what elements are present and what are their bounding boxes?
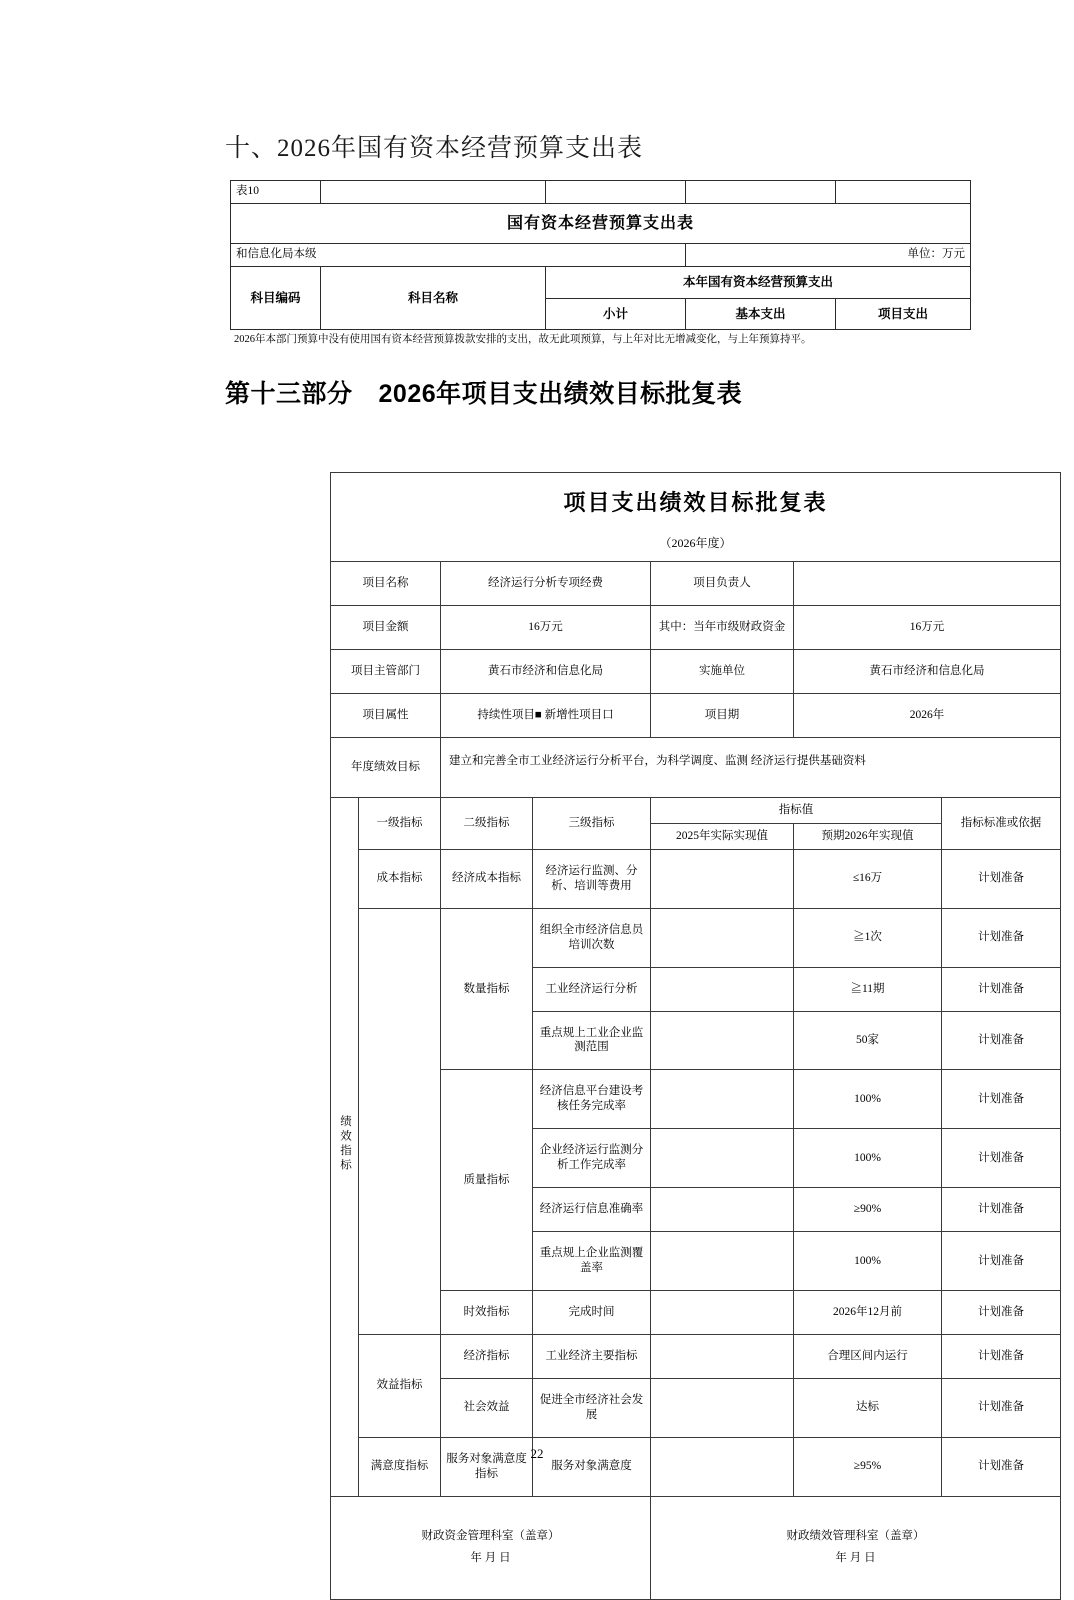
table-row [331,562,1061,606]
empty-cell [686,181,836,204]
cell-expect: 50家 [794,1011,942,1070]
cell-level2-quality: 质量指标 [441,1070,533,1291]
perf-title: 项目支出绩效目标批复表 [331,473,1061,532]
cell-standard: 计划准备 [942,1232,1061,1291]
performance-target-table [330,472,1061,1600]
part-heading [225,374,974,410]
info-label-project-name: 项目名称 [331,562,441,606]
empty-cell [546,181,686,204]
cell-expect: ≧11期 [794,967,942,1011]
cell-level2-quantity: 数量指标 [441,908,533,1070]
table-row [331,606,1061,650]
cell-actual [651,849,794,908]
table-row [331,1496,1061,1599]
cell-standard: 计划准备 [942,1378,1061,1437]
cell-level2-cost: 经济成本指标 [441,849,533,908]
cell-actual [651,1188,794,1232]
cell-actual [651,1011,794,1070]
header-basic: 基本支出 [686,298,836,330]
table-row [331,1070,1061,1129]
cell-level3: 经济信息平台建设考核任务完成率 [533,1070,651,1129]
header-indicator-value: 指标值 [651,797,942,823]
cell-actual [651,1232,794,1291]
cell-standard: 计划准备 [942,908,1061,967]
table-row [331,1378,1061,1437]
table-row [331,532,1061,562]
cell-standard: 计划准备 [942,1334,1061,1378]
cell-level1-cost: 成本指标 [359,849,441,908]
table-row [331,1334,1061,1378]
table-row [231,266,971,298]
info-label-city-fund: 其中：当年市级财政资金 [651,606,794,650]
cell-expect: 2026年12月前 [794,1290,942,1334]
cell-level3: 重点规上工业企业监测范围 [533,1011,651,1070]
cell-level3: 服务对象满意度 [533,1437,651,1496]
table10-note: 2026年本部门预算中没有使用国有资本经营预算拨款安排的支出，故无此项预算，与上年对比无增减变化，与上年预算持平。 [234,334,812,346]
performance-table-wrapper [330,472,1060,1600]
cell-actual [651,908,794,967]
table10-tag: 表10 [231,181,321,204]
info-value-amount: 16万元 [441,606,651,650]
cell-level2-economic: 经济指标 [441,1334,533,1378]
empty-cell [836,181,971,204]
cell-expect: 100% [794,1070,942,1129]
info-label-attribute: 项目属性 [331,694,441,738]
table-row [331,1290,1061,1334]
header-level2: 二级指标 [441,797,533,849]
cell-expect: ≥90% [794,1188,942,1232]
info-value-period: 2026年 [794,694,1061,738]
cell-level3: 经济运行信息准确率 [533,1188,651,1232]
part-title: 2026年项目支出绩效目标批复表 [378,380,743,409]
cell-actual [651,1378,794,1437]
cell-expect: 合理区间内运行 [794,1334,942,1378]
cell-actual [651,967,794,1011]
header-standard: 指标标准或依据 [942,797,1061,849]
signature-right-label: 财政绩效管理科室（盖章） [786,1529,925,1542]
info-label-unit: 实施单位 [651,650,794,694]
header-level3: 三级指标 [533,797,651,849]
cell-level2-social: 社会效益 [441,1378,533,1437]
info-value-project-owner [794,562,1061,606]
cell-level3: 工业经济运行分析 [533,967,651,1011]
info-value-dept: 黄石市经济和信息化局 [441,650,651,694]
cell-level3: 重点规上企业监测覆盖率 [533,1232,651,1291]
cell-level1-benefit: 效益指标 [359,1334,441,1437]
cell-level3: 经济运行监测、分析、培训等费用 [533,849,651,908]
cell-standard: 计划准备 [942,967,1061,1011]
cell-standard: 计划准备 [942,1011,1061,1070]
cell-expect: ≧1次 [794,908,942,967]
cell-expect: ≤16万 [794,849,942,908]
goal-text: 建立和完善全市工业经济运行分析平台，为科学调度、监测 经济运行提供基础资料 [441,738,1061,798]
header-actual-2025: 2025年实际实现值 [651,823,794,849]
perf-year: （2026年度） [331,532,1061,562]
header-project: 项目支出 [836,298,971,330]
info-label-period: 项目期 [651,694,794,738]
signature-right [651,1496,1061,1599]
cell-expect: 100% [794,1232,942,1291]
header-level1: 一级指标 [359,797,441,849]
cell-actual [651,1129,794,1188]
cell-level2-timeliness: 时效指标 [441,1290,533,1334]
empty-cell [321,181,546,204]
cell-level3: 完成时间 [533,1290,651,1334]
header-group: 本年国有资本经营预算支出 [546,266,971,298]
info-label-dept: 项目主管部门 [331,650,441,694]
table10-unit: 单位：万元 [686,244,971,267]
cell-level3: 企业经济运行监测分析工作完成率 [533,1129,651,1188]
table-row [231,203,971,244]
section-heading: 十、2026年国有资本经营预算支出表 [225,135,644,162]
info-value-city-fund: 16万元 [794,606,1061,650]
cell-standard: 计划准备 [942,1290,1061,1334]
cell-level3: 促进全市经济社会发展 [533,1378,651,1437]
cell-standard: 计划准备 [942,1070,1061,1129]
header-expect-2026: 预期2026年实现值 [794,823,942,849]
table-row [331,797,1061,823]
table-row [331,650,1061,694]
signature-left [331,1496,651,1599]
cell-standard: 计划准备 [942,1188,1061,1232]
cell-level1-empty [359,908,441,1334]
table10-dept: 和信息化局本级 [231,244,686,267]
info-label-amount: 项目金额 [331,606,441,650]
side-label-performance [331,797,359,1496]
info-value-attribute: 持续性项目■ 新增性项目口 [441,694,651,738]
cell-actual [651,1334,794,1378]
table-row [331,473,1061,532]
cell-level1-satisfaction: 满意度指标 [359,1437,441,1496]
header-code: 科目编码 [231,266,321,330]
cell-standard: 计划准备 [942,849,1061,908]
cell-level2-satisfaction: 服务对象满意度指标 [441,1437,533,1496]
table-row [331,908,1061,967]
signature-right-date: 年 月 日 [835,1551,876,1564]
page-number: 22 [530,1446,544,1461]
table-row [231,244,971,267]
side-label-text: 绩效指标 [338,1115,351,1174]
cell-level3: 工业经济主要指标 [533,1334,651,1378]
table-row [331,849,1061,908]
state-capital-budget-table [230,180,971,330]
signature-left-label: 财政资金管理科室（盖章） [421,1529,560,1542]
header-name: 科目名称 [321,266,546,330]
info-label-project-owner: 项目负责人 [651,562,794,606]
table10-title: 国有资本经营预算支出表 [231,203,971,244]
cell-actual [651,1290,794,1334]
goal-label: 年度绩效目标 [331,738,441,798]
cell-expect: 达标 [794,1378,942,1437]
signature-left-date: 年 月 日 [470,1551,511,1564]
cell-expect: 100% [794,1129,942,1188]
info-value-unit: 黄石市经济和信息化局 [794,650,1061,694]
table-row [331,694,1061,738]
cell-standard: 计划准备 [942,1129,1061,1188]
cell-expect: ≥95% [794,1437,942,1496]
header-subtotal: 小计 [546,298,686,330]
table-row [231,181,971,204]
info-value-project-name: 经济运行分析专项经费 [441,562,651,606]
table-row [331,738,1061,798]
part-label: 第十三部分 [225,380,353,409]
cell-standard: 计划准备 [942,1437,1061,1496]
cell-actual [651,1070,794,1129]
cell-level3: 组织全市经济信息员培训次数 [533,908,651,967]
